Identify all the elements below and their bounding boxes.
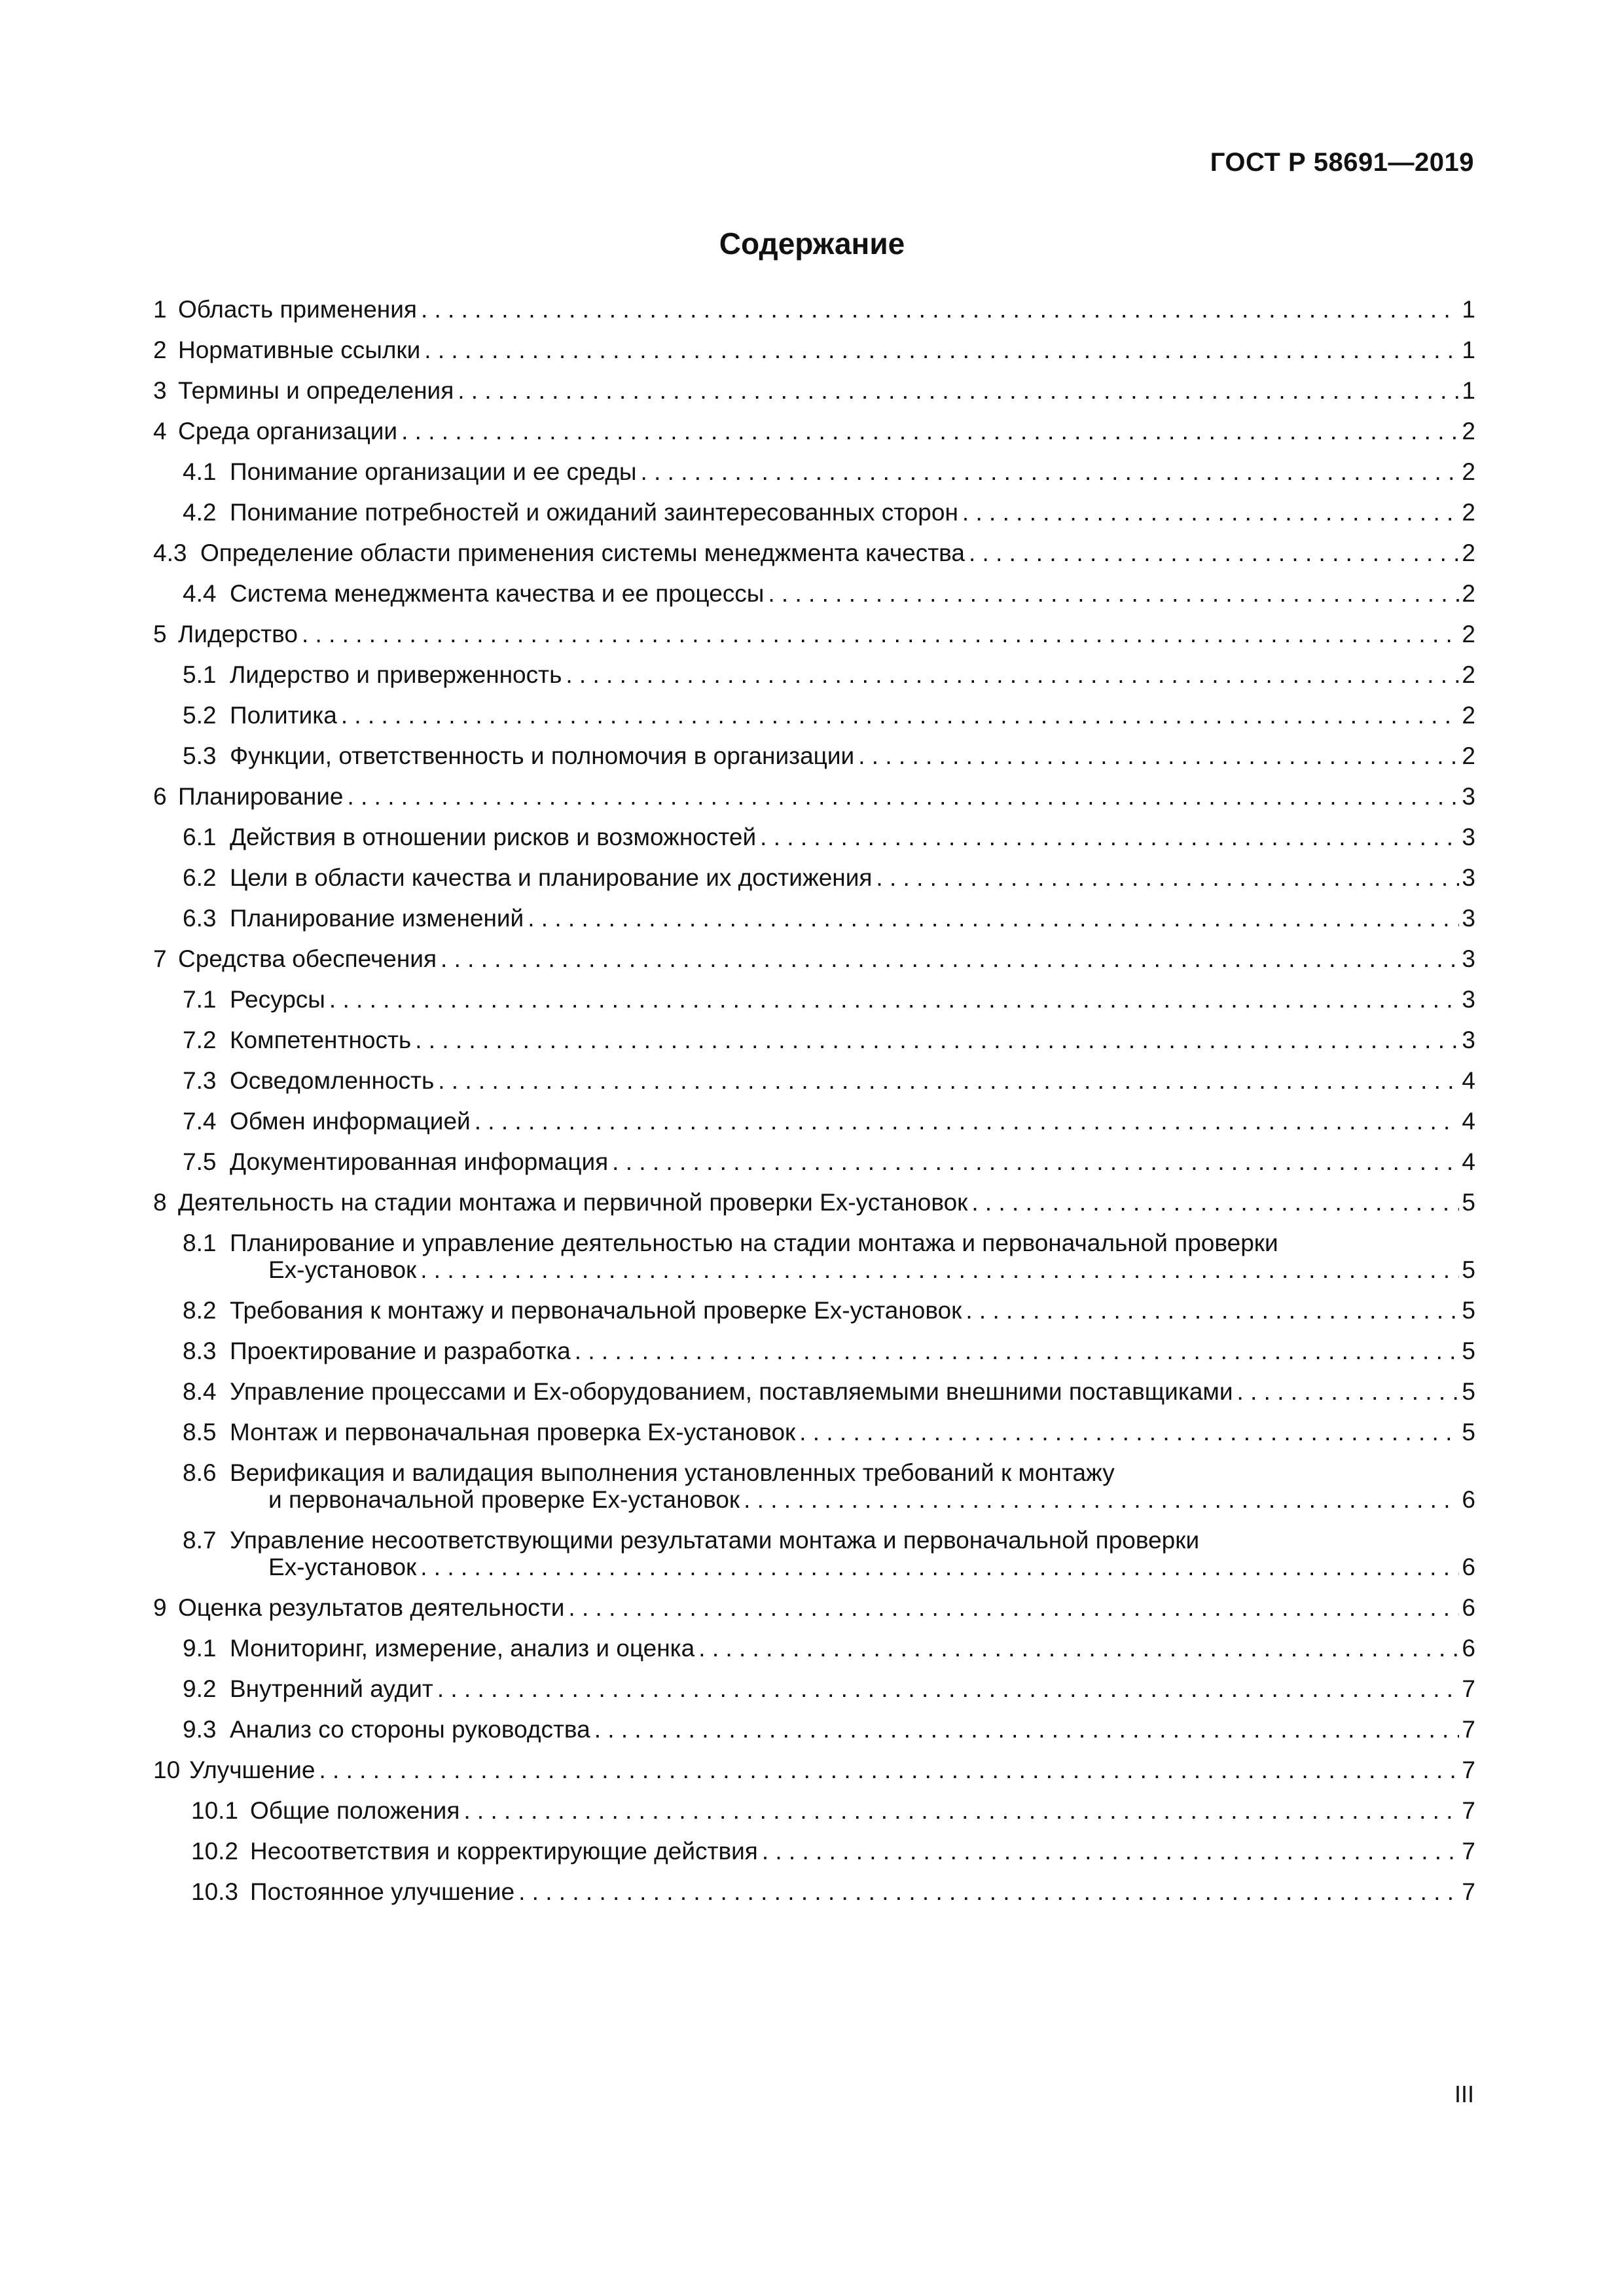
toc-entry-text xyxy=(183,1378,1233,1405)
toc-entry-label: Лидерство и приверженность xyxy=(230,661,562,688)
toc-dot-leader xyxy=(514,1878,1459,1905)
toc-entry-line xyxy=(183,742,1475,769)
toc-entry[interactable] xyxy=(153,1878,1475,1905)
toc-entry-number: 1 xyxy=(153,296,167,323)
toc-entry-page: 5 xyxy=(1462,1378,1475,1405)
toc-entry-label: Мониторинг, измерение, анализ и оценка xyxy=(230,1635,695,1662)
toc-entry-text xyxy=(183,1635,695,1662)
toc-entry[interactable] xyxy=(153,1230,1475,1283)
toc-dot-leader xyxy=(437,945,1459,972)
toc-entry-label: Осведомленность xyxy=(230,1067,435,1094)
toc-entry-line xyxy=(191,1797,1475,1824)
toc-entry-text xyxy=(183,742,854,769)
toc-dot-leader xyxy=(416,1256,1459,1283)
toc-dot-leader xyxy=(344,783,1460,810)
toc-entry-text xyxy=(183,986,325,1013)
toc-entry-line xyxy=(183,1027,1475,1053)
toc-entry[interactable] xyxy=(153,661,1475,688)
toc-entry[interactable] xyxy=(153,296,1475,323)
toc-entry-number: 10.2 xyxy=(191,1838,239,1865)
toc-entry[interactable] xyxy=(153,621,1475,647)
toc-entry-number: 8.1 xyxy=(183,1230,217,1256)
toc-entry-first-line xyxy=(183,1459,1475,1486)
toc-entry-text xyxy=(153,1757,316,1783)
toc-entry-text xyxy=(153,296,417,323)
toc-entry-label: Управление процессами и Ex-оборудованием, поставляемыми внешними поставщиками xyxy=(230,1378,1233,1405)
toc-title: Содержание xyxy=(719,227,905,261)
toc-entry-number: 9.1 xyxy=(183,1635,217,1662)
toc-entry-number: 8.7 xyxy=(183,1527,217,1554)
toc-entry-line xyxy=(183,1486,1475,1513)
toc-entry[interactable] xyxy=(153,783,1475,810)
toc-entry-line xyxy=(183,1716,1475,1743)
toc-entry-line xyxy=(183,1067,1475,1094)
toc-entry-page: 4 xyxy=(1462,1108,1475,1135)
toc-entry[interactable] xyxy=(153,1797,1475,1824)
toc-entry-line xyxy=(183,1554,1475,1580)
toc-entry-page: 5 xyxy=(1462,1256,1475,1283)
toc-entry-label: Обмен информацией xyxy=(230,1108,471,1135)
toc-dot-leader xyxy=(397,418,1459,445)
toc-entry-line xyxy=(183,824,1475,850)
toc-entry-page: 3 xyxy=(1462,1027,1475,1053)
toc-entry-page: 3 xyxy=(1462,945,1475,972)
toc-entry-page: 2 xyxy=(1462,499,1475,526)
toc-entry-page: 6 xyxy=(1462,1554,1475,1580)
toc-dot-leader xyxy=(298,621,1459,647)
toc-entry-label: Управление несоответствующими результатами монтажа и первоначальной проверки xyxy=(230,1527,1200,1554)
toc-entry[interactable] xyxy=(153,824,1475,850)
toc-entry-label: Анализ со стороны руководства xyxy=(230,1716,590,1743)
toc-dot-leader xyxy=(325,986,1460,1013)
toc-dot-leader xyxy=(524,905,1459,932)
toc-entry[interactable] xyxy=(153,864,1475,891)
toc-entry-page: 1 xyxy=(1462,337,1475,363)
toc-entry-line xyxy=(183,1419,1475,1446)
toc-entry-number: 7.5 xyxy=(183,1148,217,1175)
toc-entry-label: Несоответствия и корректирующие действия xyxy=(250,1838,758,1865)
toc-entry-line xyxy=(183,905,1475,932)
toc-entry-label: Проектирование и разработка xyxy=(230,1338,571,1364)
toc-entry-number: 6.3 xyxy=(183,905,217,932)
toc-entry-page: 6 xyxy=(1462,1594,1475,1621)
toc-entry[interactable] xyxy=(153,742,1475,769)
toc-dot-leader xyxy=(433,1675,1460,1702)
toc-entry-text xyxy=(183,702,337,729)
toc-dot-leader xyxy=(590,1716,1460,1743)
toc-entry-page: 6 xyxy=(1462,1635,1475,1662)
toc-entry-label: Действия в отношении рисков и возможностей xyxy=(230,824,757,850)
toc-entry-number: 5.2 xyxy=(183,702,217,729)
toc-entry-text xyxy=(183,1027,411,1053)
toc-entry-label: Планирование xyxy=(178,783,344,810)
toc-entry-number: 7.3 xyxy=(183,1067,217,1094)
toc-entry-line xyxy=(183,580,1475,607)
toc-dot-leader xyxy=(695,1635,1459,1662)
toc-dot-leader xyxy=(571,1338,1460,1364)
toc-entry-label: Ресурсы xyxy=(230,986,325,1013)
toc-entry-page: 5 xyxy=(1462,1419,1475,1446)
toc-entry-text xyxy=(183,1675,433,1702)
toc-entry-number: 9 xyxy=(153,1594,167,1621)
toc-entry-label: Требования к монтажу и первоначальной проверке Ex-установок xyxy=(230,1297,962,1324)
toc-entry-text xyxy=(153,337,420,363)
toc-entry[interactable] xyxy=(153,1757,1475,1783)
toc-entry-line xyxy=(183,499,1475,526)
toc-entry[interactable] xyxy=(153,1027,1475,1053)
toc-entry-number: 8.5 xyxy=(183,1419,217,1446)
toc-entry-line xyxy=(191,1838,1475,1865)
toc-dot-leader xyxy=(416,1554,1459,1580)
toc-entry-line xyxy=(153,296,1475,323)
toc-entry-number: 7.1 xyxy=(183,986,217,1013)
toc-entry-number: 8.2 xyxy=(183,1297,217,1324)
toc-entry-label: Компетентность xyxy=(230,1027,412,1053)
toc-entry-number: 4.1 xyxy=(183,458,217,485)
toc-entry[interactable] xyxy=(153,1716,1475,1743)
toc-entry-number: 5 xyxy=(153,621,167,647)
toc-entry-label: Область применения xyxy=(178,296,417,323)
toc-entry-number: 2 xyxy=(153,337,167,363)
toc-dot-leader xyxy=(1233,1378,1460,1405)
toc-entry-line xyxy=(183,986,1475,1013)
toc-entry-label: Планирование изменений xyxy=(230,905,524,932)
toc-entry-page: 5 xyxy=(1462,1297,1475,1324)
toc-entry-label: Внутренний аудит xyxy=(230,1675,433,1702)
toc-entry[interactable] xyxy=(153,905,1475,932)
toc-entry-page: 4 xyxy=(1462,1148,1475,1175)
toc-entry-page: 2 xyxy=(1462,458,1475,485)
toc-entry-line xyxy=(183,1297,1475,1324)
toc-entry-line xyxy=(183,1108,1475,1135)
toc-entry-line xyxy=(153,621,1475,647)
toc-entry-page: 1 xyxy=(1462,377,1475,404)
toc-entry[interactable] xyxy=(153,1419,1475,1446)
toc-entry-line xyxy=(183,702,1475,729)
toc-entry[interactable] xyxy=(153,1108,1475,1135)
toc-entry-line xyxy=(153,418,1475,445)
toc-entry-line xyxy=(153,337,1475,363)
toc-dot-leader xyxy=(417,296,1459,323)
toc-dot-leader xyxy=(758,1838,1460,1865)
toc-entry-line xyxy=(153,377,1475,404)
toc-entry-text xyxy=(153,418,397,445)
toc-entry-number: 9.3 xyxy=(183,1716,217,1743)
toc-entry-page: 3 xyxy=(1462,783,1475,810)
toc-entry-line xyxy=(153,539,1475,566)
toc-entry-first-line xyxy=(183,1527,1475,1554)
toc-entry-text xyxy=(183,1716,590,1743)
toc-entry-text xyxy=(153,945,437,972)
toc-entry-text xyxy=(183,864,872,891)
toc-entry-page: 4 xyxy=(1462,1067,1475,1094)
toc-entry-label: Термины и определения xyxy=(178,377,454,404)
toc-entry[interactable] xyxy=(153,702,1475,729)
toc-entry[interactable] xyxy=(153,377,1475,404)
toc-entry-text xyxy=(183,1148,608,1175)
toc-entry-page: 2 xyxy=(1462,702,1475,729)
toc-entry-first-line xyxy=(183,1230,1475,1256)
toc-entry-label: Определение области применения системы менеджмента качества xyxy=(200,539,965,566)
toc-dot-leader xyxy=(795,1419,1459,1446)
toc-entry[interactable] xyxy=(153,1067,1475,1094)
toc-entry-label: Понимание потребностей и ожиданий заинтересованных сторон xyxy=(230,499,958,526)
toc-entry-number: 9.2 xyxy=(183,1675,217,1702)
toc-entry-label: Деятельность на стадии монтажа и первичной проверки Ex-установок xyxy=(178,1189,968,1216)
toc-dot-leader xyxy=(411,1027,1459,1053)
toc-dot-leader xyxy=(471,1108,1460,1135)
toc-entry-label-continuation: Ex-установок xyxy=(268,1256,417,1283)
toc-entry-text xyxy=(153,539,965,566)
toc-entry-page: 2 xyxy=(1462,418,1475,445)
toc-entry-page: 5 xyxy=(1462,1338,1475,1364)
toc-entry[interactable] xyxy=(153,1675,1475,1702)
toc-dot-leader xyxy=(872,864,1459,891)
toc-entry-label: Понимание организации и ее среды xyxy=(230,458,637,485)
toc-entry-text xyxy=(183,458,637,485)
toc-dot-leader xyxy=(316,1757,1460,1783)
toc-entry[interactable] xyxy=(153,1148,1475,1175)
toc-dot-leader xyxy=(420,337,1459,363)
toc-entry[interactable] xyxy=(153,1189,1475,1216)
toc-entry[interactable] xyxy=(153,1838,1475,1865)
toc-entry-text xyxy=(183,1067,434,1094)
toc-entry[interactable] xyxy=(153,499,1475,526)
toc-dot-leader xyxy=(764,580,1459,607)
toc-entry-label: Нормативные ссылки xyxy=(178,337,421,363)
toc-entry-number: 6.1 xyxy=(183,824,217,850)
toc-entry-label: Улучшение xyxy=(189,1757,316,1783)
toc-entry[interactable] xyxy=(153,986,1475,1013)
toc-entry[interactable] xyxy=(153,1594,1475,1621)
toc-entry-label: Средства обеспечения xyxy=(178,945,437,972)
toc-entry-page: 2 xyxy=(1462,742,1475,769)
toc-entry[interactable] xyxy=(153,1635,1475,1662)
toc-entry-number: 7.4 xyxy=(183,1108,217,1135)
toc-dot-leader xyxy=(562,661,1459,688)
toc-entry-line xyxy=(183,1378,1475,1405)
toc-entry[interactable] xyxy=(153,1297,1475,1324)
toc-dot-leader xyxy=(965,539,1459,566)
toc-entry-label: Планирование и управление деятельностью на стадии монтажа и первоначальной проверки xyxy=(230,1230,1278,1256)
toc-entry-page: 7 xyxy=(1462,1675,1475,1702)
toc-entry-number: 8 xyxy=(153,1189,167,1216)
toc-entry-label: Политика xyxy=(230,702,337,729)
toc-entry-page: 2 xyxy=(1462,539,1475,566)
toc-entry-text xyxy=(183,824,756,850)
page-number: III xyxy=(1454,2081,1474,2107)
toc-entry-number: 10.3 xyxy=(191,1878,239,1905)
toc-entry-number: 5.1 xyxy=(183,661,217,688)
toc-entry-label: Документированная информация xyxy=(230,1148,609,1175)
toc-entry-text xyxy=(191,1838,758,1865)
toc-entry-text xyxy=(153,621,298,647)
toc-entry-number: 7.2 xyxy=(183,1027,217,1053)
toc-entry-number: 5.3 xyxy=(183,742,217,769)
toc-dot-leader xyxy=(740,1486,1459,1513)
toc-entry-page: 3 xyxy=(1462,864,1475,891)
toc-entry-line xyxy=(183,864,1475,891)
toc-entry-number: 8.6 xyxy=(183,1459,217,1486)
toc-entry[interactable] xyxy=(153,580,1475,607)
toc-entry-text xyxy=(183,1108,471,1135)
toc-entry-text xyxy=(153,377,454,404)
toc-entry-page: 3 xyxy=(1462,986,1475,1013)
toc-dot-leader xyxy=(564,1594,1459,1621)
toc-entry-text xyxy=(183,499,958,526)
toc-entry-label: Среда организации xyxy=(178,418,398,445)
toc-entry-number: 7 xyxy=(153,945,167,972)
toc-entry[interactable] xyxy=(153,337,1475,363)
toc-entry-label-continuation: и первоначальной проверке Ex-установок xyxy=(268,1486,740,1513)
toc-entry-label: Оценка результатов деятельности xyxy=(178,1594,565,1621)
toc-entry-text xyxy=(183,1419,795,1446)
toc-entry-page: 7 xyxy=(1462,1757,1475,1783)
toc-entry-text xyxy=(183,905,524,932)
toc-entry-page: 5 xyxy=(1462,1189,1475,1216)
toc-dot-leader xyxy=(854,742,1459,769)
toc-entry[interactable] xyxy=(153,539,1475,566)
table-of-contents xyxy=(153,296,1475,1919)
toc-entry-line xyxy=(153,783,1475,810)
toc-entry-number: 10 xyxy=(153,1757,181,1783)
toc-entry-page: 6 xyxy=(1462,1486,1475,1513)
toc-dot-leader xyxy=(434,1067,1459,1094)
toc-dot-leader xyxy=(962,1297,1459,1324)
toc-entry[interactable] xyxy=(153,418,1475,445)
toc-entry-page: 7 xyxy=(1462,1797,1475,1824)
toc-dot-leader xyxy=(454,377,1459,404)
toc-entry-number: 10.1 xyxy=(191,1797,239,1824)
toc-entry-number: 6 xyxy=(153,783,167,810)
toc-entry[interactable] xyxy=(153,1378,1475,1405)
toc-entry-line xyxy=(183,1635,1475,1662)
toc-entry-line xyxy=(153,1189,1475,1216)
toc-entry-text xyxy=(191,1797,460,1824)
toc-entry-page: 2 xyxy=(1462,621,1475,647)
toc-entry-page: 1 xyxy=(1462,296,1475,323)
toc-entry-line xyxy=(183,661,1475,688)
toc-entry-label: Цели в области качества и планирование их достижения xyxy=(230,864,873,891)
toc-entry-text xyxy=(153,1189,967,1216)
toc-entry-label: Общие положения xyxy=(250,1797,460,1824)
toc-entry[interactable] xyxy=(153,458,1475,485)
toc-dot-leader xyxy=(756,824,1459,850)
toc-entry-page: 7 xyxy=(1462,1716,1475,1743)
toc-entry-label: Система менеджмента качества и ее процессы xyxy=(230,580,765,607)
toc-entry-page: 3 xyxy=(1462,905,1475,932)
toc-dot-leader xyxy=(967,1189,1459,1216)
toc-entry[interactable] xyxy=(153,945,1475,972)
toc-entry-number: 8.3 xyxy=(183,1338,217,1364)
toc-entry-text xyxy=(183,580,764,607)
toc-dot-leader xyxy=(637,458,1460,485)
toc-entry-page: 7 xyxy=(1462,1878,1475,1905)
toc-entry-line xyxy=(153,945,1475,972)
toc-entry-text xyxy=(191,1878,514,1905)
toc-entry-number: 8.4 xyxy=(183,1378,217,1405)
toc-dot-leader xyxy=(337,702,1460,729)
toc-dot-leader xyxy=(460,1797,1459,1824)
toc-entry-line xyxy=(183,1675,1475,1702)
toc-entry-page: 2 xyxy=(1462,580,1475,607)
toc-entry-page: 3 xyxy=(1462,824,1475,850)
toc-entry[interactable] xyxy=(153,1527,1475,1580)
toc-entry-number: 3 xyxy=(153,377,167,404)
toc-entry-label: Постоянное улучшение xyxy=(250,1878,515,1905)
toc-entry-label: Верификация и валидация выполнения установленных требований к монтажу xyxy=(230,1459,1115,1486)
toc-entry-line xyxy=(183,1338,1475,1364)
toc-entry-text xyxy=(153,1594,564,1621)
toc-entry-label: Лидерство xyxy=(178,621,298,647)
toc-entry-label-continuation: Ex-установок xyxy=(268,1554,417,1580)
toc-dot-leader xyxy=(608,1148,1459,1175)
toc-entry-number: 4.2 xyxy=(183,499,217,526)
toc-dot-leader xyxy=(958,499,1460,526)
toc-entry-text xyxy=(153,783,344,810)
toc-entry-text xyxy=(183,661,562,688)
toc-entry-number: 6.2 xyxy=(183,864,217,891)
toc-entry-line xyxy=(191,1878,1475,1905)
toc-entry-label: Функции, ответственность и полномочия в организации xyxy=(230,742,855,769)
toc-entry-line xyxy=(153,1757,1475,1783)
toc-entry-number: 4.3 xyxy=(153,539,187,566)
toc-entry-number: 4.4 xyxy=(183,580,217,607)
toc-entry-text xyxy=(183,1297,962,1324)
toc-entry-page: 7 xyxy=(1462,1838,1475,1865)
toc-entry-label: Монтаж и первоначальная проверка Ex-установок xyxy=(230,1419,796,1446)
toc-entry[interactable] xyxy=(153,1459,1475,1513)
toc-entry-line xyxy=(183,1256,1475,1283)
toc-entry-line xyxy=(183,1148,1475,1175)
toc-entry-page: 2 xyxy=(1462,661,1475,688)
toc-entry-line xyxy=(153,1594,1475,1621)
toc-entry-number: 4 xyxy=(153,418,167,445)
toc-entry-line xyxy=(183,458,1475,485)
document-code-header: ГОСТ Р 58691—2019 xyxy=(1210,148,1474,177)
toc-entry[interactable] xyxy=(153,1338,1475,1364)
toc-entry-text xyxy=(183,1338,571,1364)
